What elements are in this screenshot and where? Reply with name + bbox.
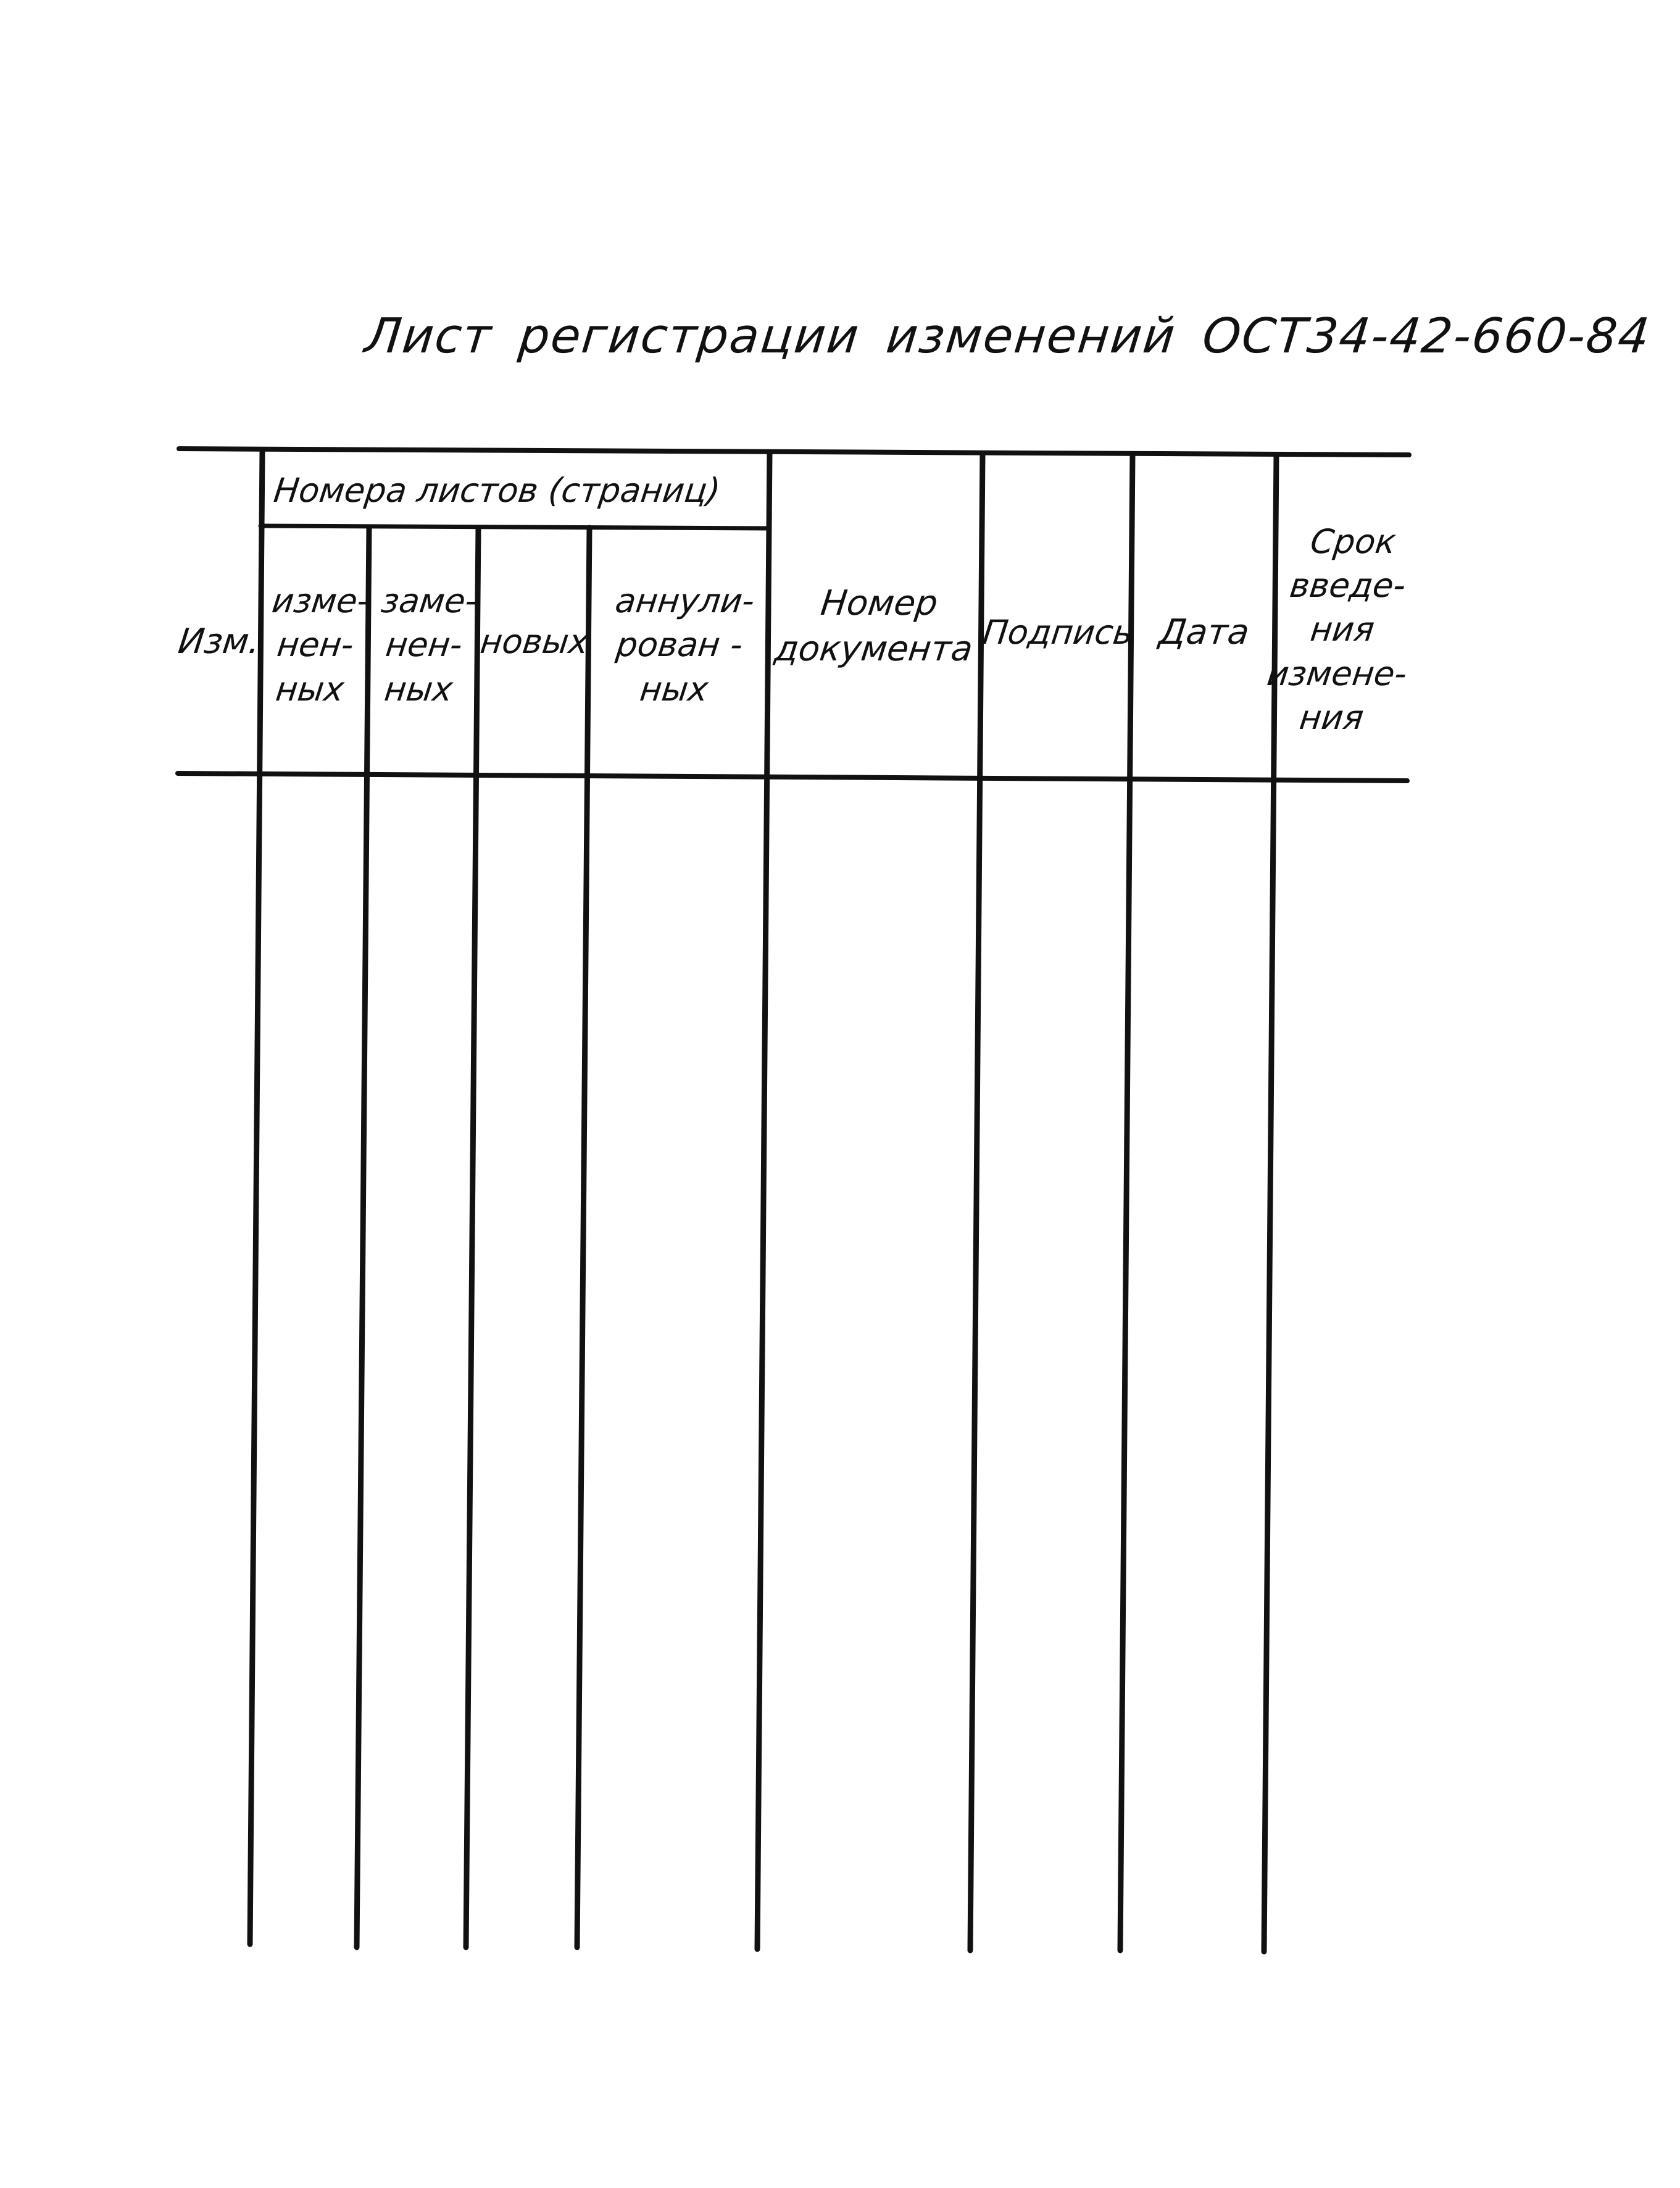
group-header-rule bbox=[260, 526, 768, 528]
column-divider-3 bbox=[466, 528, 478, 1947]
header-annulled: аннули- рован - ных bbox=[613, 581, 757, 709]
header-signature: Подпись bbox=[980, 613, 1136, 652]
title-word-registration: регистрации bbox=[516, 309, 863, 364]
header-document-number: Номер документа bbox=[772, 583, 975, 669]
title-word-list: Лист bbox=[362, 309, 495, 364]
header-bottom-rule bbox=[178, 773, 1407, 781]
table-top-rule bbox=[179, 449, 1409, 455]
header-changed: изме- нен- ных bbox=[270, 581, 372, 709]
title-word-changes: изменений bbox=[883, 309, 1179, 364]
header-izm: Изм. bbox=[176, 622, 262, 662]
title-doc-code: ОСТ34-42-660-84 bbox=[1200, 309, 1653, 364]
header-sheet-numbers: Номера листов (страниц) bbox=[272, 470, 723, 510]
header-replaced: заме- нен- ных bbox=[379, 581, 480, 709]
header-new: новых bbox=[478, 622, 591, 662]
header-date: Дата bbox=[1157, 612, 1252, 653]
header-term: Срок введе- ния измене- ния bbox=[1265, 522, 1410, 737]
